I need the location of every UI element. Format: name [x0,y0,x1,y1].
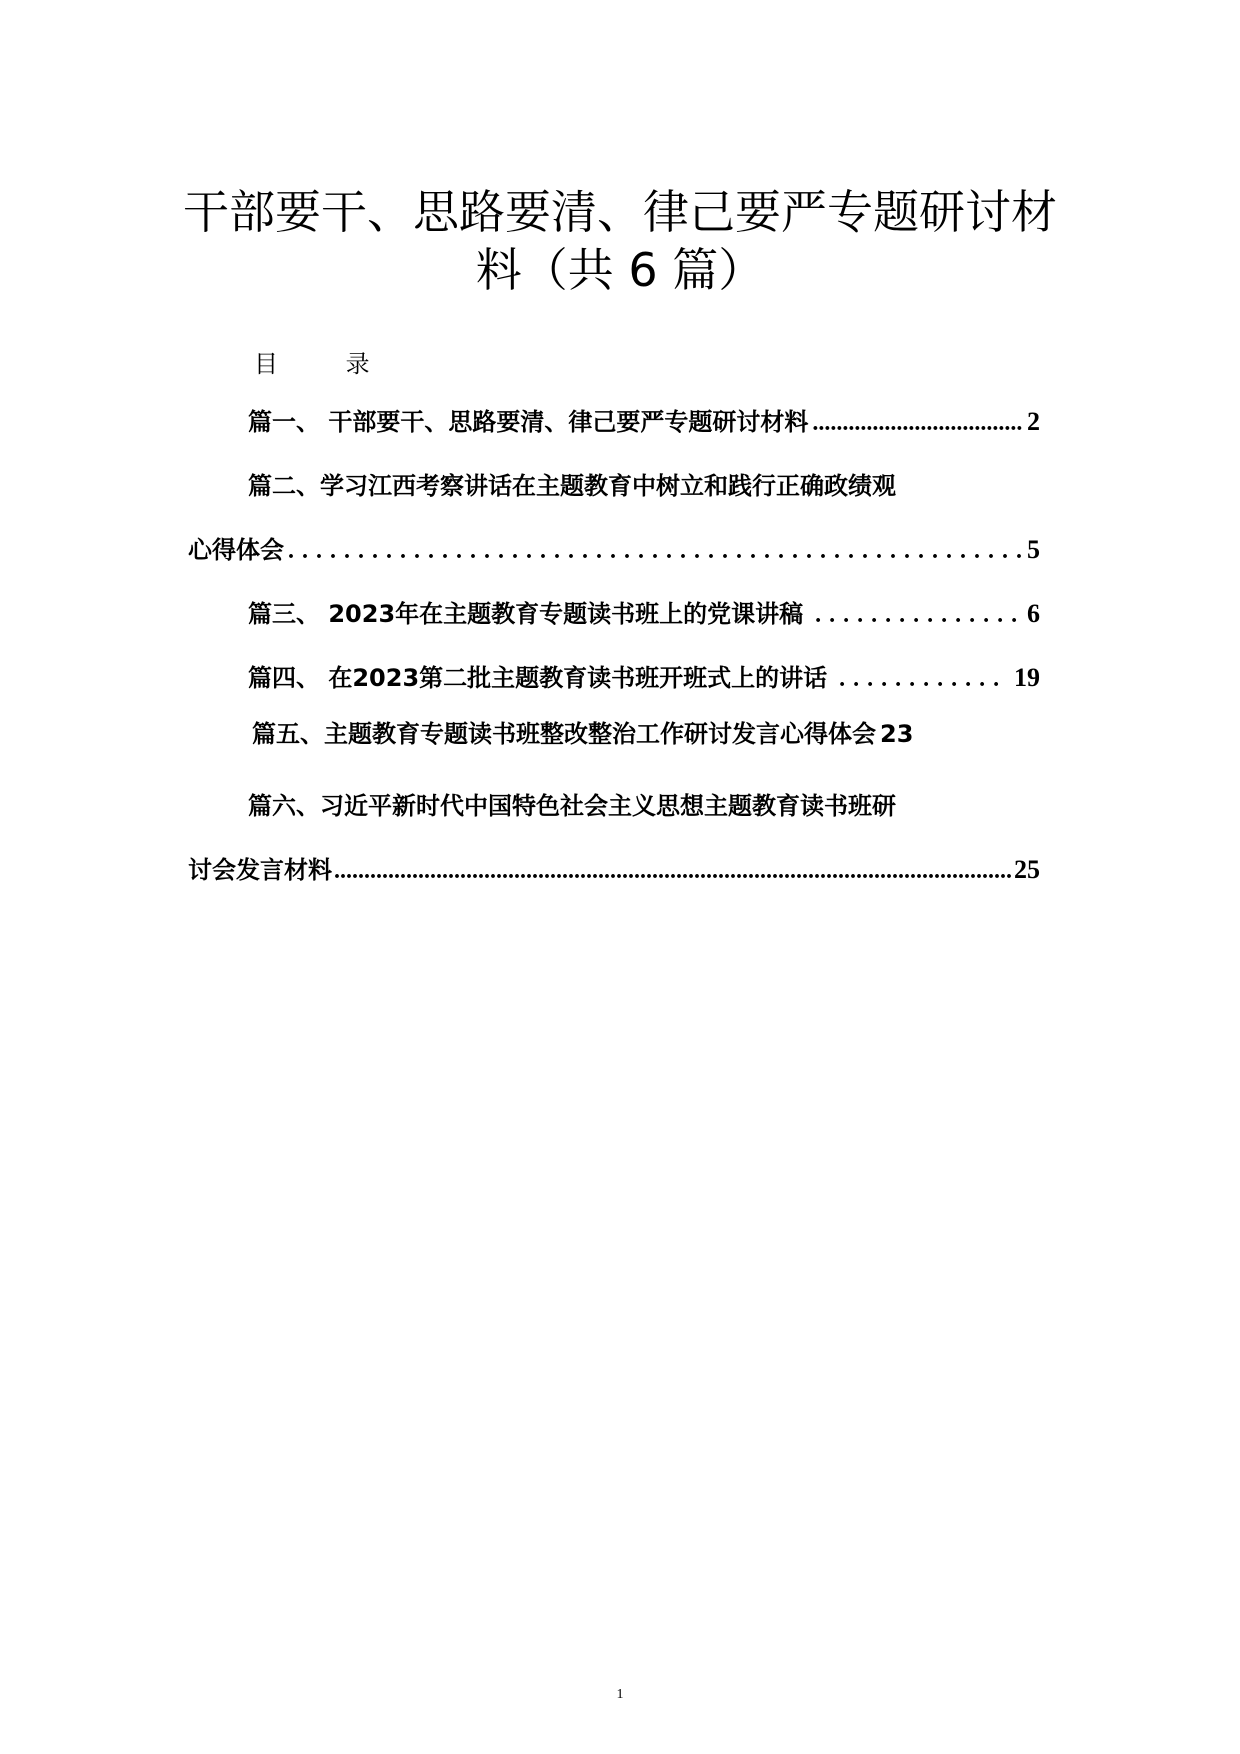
toc-entry-1-page: 2 [1027,407,1040,436]
toc-entry-6[interactable] [248,786,1040,824]
toc-leader-dots [288,538,1023,565]
toc-entry-1[interactable] [248,402,1040,440]
toc-entry-6-continued[interactable] [188,850,1040,888]
toc-entry-6-page: 25 [1014,855,1040,884]
toc-entry-1-text: 篇一、 干部要干、思路要清、律己要严专题研讨材料 [248,408,809,436]
toc-entry-5-text: 篇五、主题教育专题读书班整改整治工作研讨发言心得体会 [252,720,876,748]
toc-entry-3-page: 6 [1027,599,1040,628]
toc-entry-4[interactable] [248,658,1040,696]
page-number: 1 [616,1687,624,1702]
toc-heading: 目 录 [254,350,400,378]
toc-entry-3-text: 篇三、 2023年在主题教育专题读书班上的党课讲稿 [248,600,804,628]
toc-entry-2-text-continued: 心得体会 [188,536,284,564]
document-title-line-2: 料（共 6 篇） [475,243,765,297]
toc-leader-dots [839,666,1000,693]
toc-entry-2[interactable] [248,466,1040,504]
toc-entry-4-page: 19 [1014,663,1040,692]
toc-entry-2-continued[interactable] [188,530,1040,568]
toc-entry-6-text-continued: 讨会发言材料 [188,856,332,884]
toc-entry-2-text: 篇二、学习江西考察讲话在主题教育中树立和践行正确政绩观 [248,472,896,500]
toc-leader-dots [334,858,1012,885]
toc-entry-6-text: 篇六、习近平新时代中国特色社会主义思想主题教育读书班研 [248,792,896,820]
toc-entry-5[interactable] [252,714,1052,752]
toc-leader-dots [815,602,1023,629]
toc-entry-5-page: 23 [880,720,914,748]
toc-entry-2-page: 5 [1027,535,1040,564]
toc-leader-dots [812,410,1023,437]
toc-entry-3[interactable] [248,594,1040,632]
document-title-line-1: 干部要干、思路要清、律己要严专题研讨材 [183,185,1057,239]
toc-entry-4-text: 篇四、 在2023第二批主题教育读书班开班式上的讲话 [248,664,828,692]
